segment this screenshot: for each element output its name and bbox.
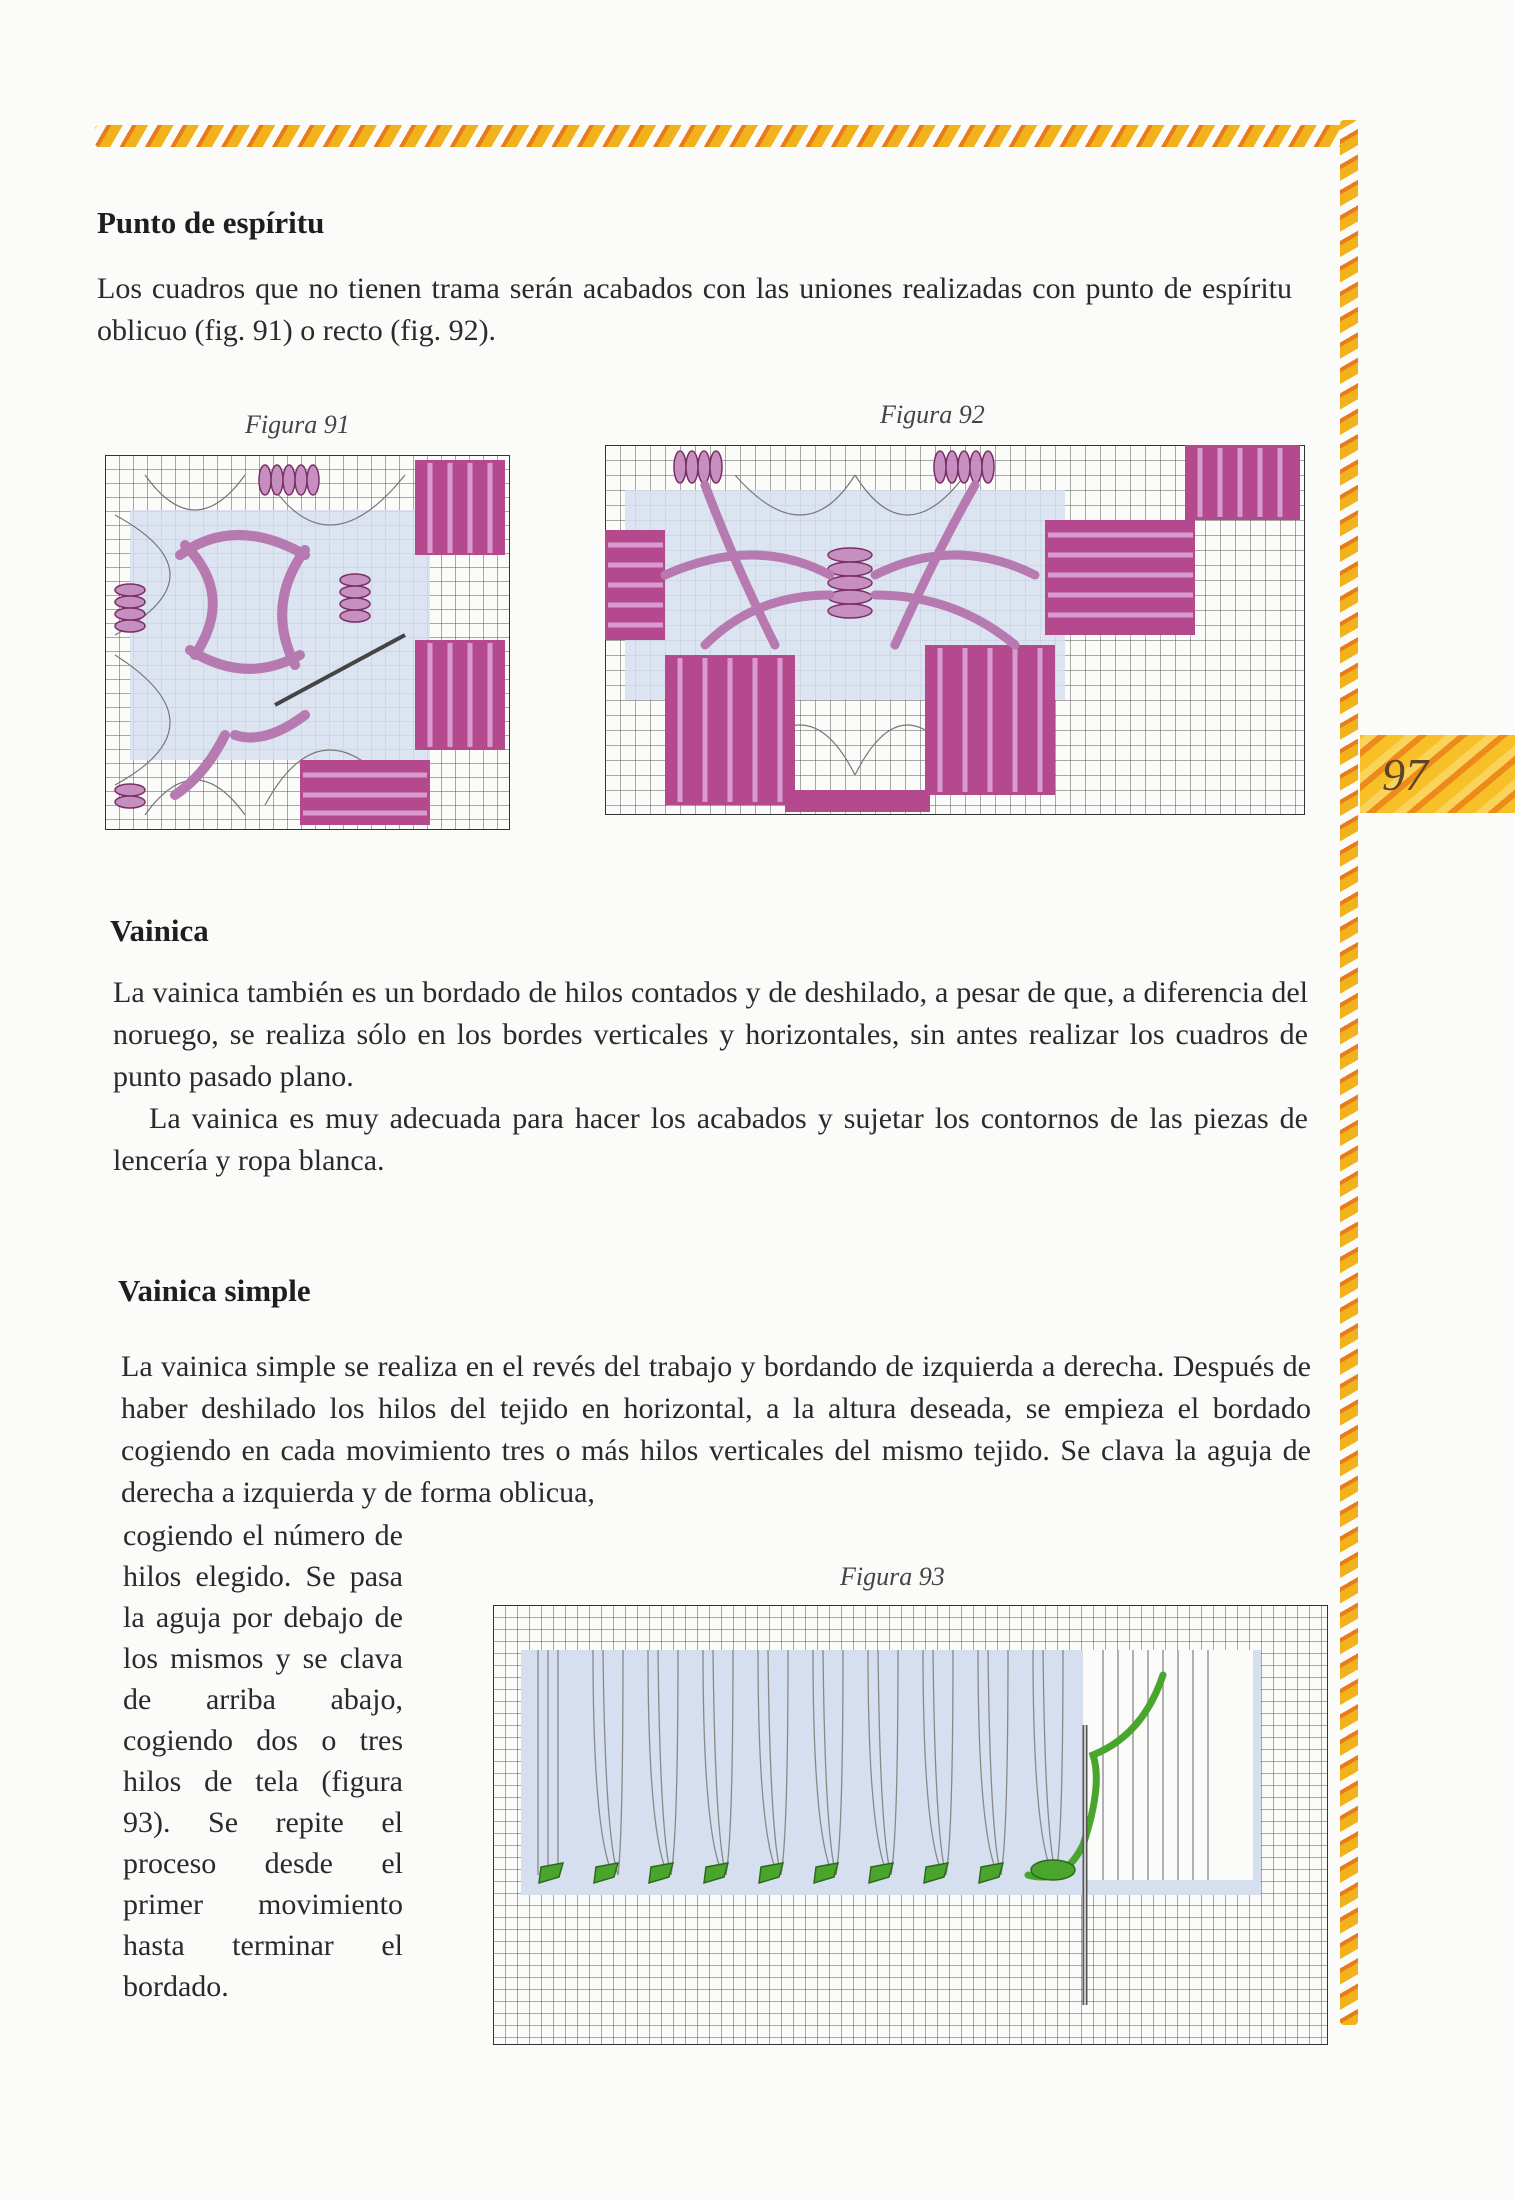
paragraph-vainica-simple-2: cogiendo el número de hilos elegido. Se pasa la aguja por debajo de los mismos y se clava de arriba abajo, cogiendo dos o tres hilos de tela (figura 93). Se repite el proceso desde el primer movimiento hasta terminar el bordado.: [123, 1519, 403, 2003]
page-number: 97: [1382, 748, 1428, 800]
paragraph-vainica-simple-1: La vainica simple se realiza en el revés del trabajo y bordando de izquierda a derecha. Después de haber deshilado los hilos del tejido en horizontal, a la altura deseada, se empieza el bordado cogiendo en cada movimiento tres o más hilos verticales del mismo tejido. Se clava la aguja de derecha a izquierda y de forma oblicua,: [121, 1350, 1311, 1509]
figure-91-illustration: [105, 455, 510, 830]
caption-figure-93: Figura 93: [840, 1562, 945, 1591]
section-title-vainica: Vainica: [110, 913, 209, 948]
figure-92-illustration: [605, 445, 1305, 815]
paragraph-vainica-1: La vainica también es un bordado de hilos contados y de deshilado, a pesar de que, a diferencia del noruego, se realiza sólo en los bordes verticales y horizontales, sin antes realizar los cuadros de punto pasado plano.: [113, 976, 1308, 1093]
section-title-espiritu: Punto de espíritu: [97, 205, 325, 240]
decorative-border-right: [1340, 120, 1358, 2025]
decorative-border-top: [95, 125, 1355, 147]
page-number-tab: [1360, 735, 1515, 813]
paragraph-vainica-2: La vainica es muy adecuada para hacer los acabados y sujetar los contornos de las piezas de lencería y ropa blanca.: [113, 1102, 1308, 1177]
caption-figure-92: Figura 92: [880, 400, 985, 429]
paragraph-espiritu: Los cuadros que no tienen trama serán acabados con las uniones realizadas con punto de espíritu oblicuo (fig. 91) o recto (fig. 92).: [97, 272, 1292, 347]
caption-figure-91: Figura 91: [245, 410, 350, 439]
figure-93-illustration: [493, 1605, 1328, 2045]
section-title-vainica-simple: Vainica simple: [118, 1273, 311, 1308]
